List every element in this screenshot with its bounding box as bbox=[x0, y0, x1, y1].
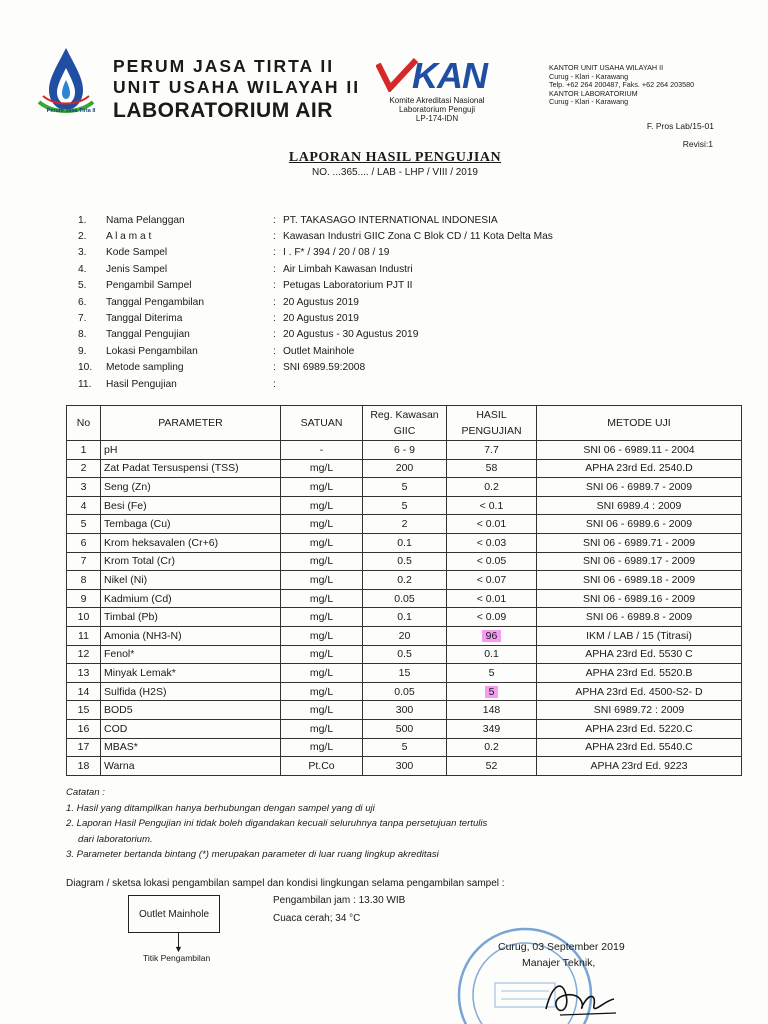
col-parameter: PARAMETER bbox=[101, 406, 281, 441]
info-colon: : bbox=[273, 214, 276, 226]
notes bbox=[66, 785, 487, 863]
info-colon: : bbox=[273, 296, 276, 308]
results-table bbox=[66, 405, 742, 776]
signature-role: Manajer Teknik, bbox=[522, 957, 596, 969]
cell-parameter: Krom Total (Cr) bbox=[101, 552, 281, 571]
cell-no: 10 bbox=[67, 608, 101, 627]
col-regulation bbox=[363, 406, 447, 441]
cell-unit: mg/L bbox=[281, 496, 363, 515]
cell-no: 18 bbox=[67, 757, 101, 776]
cell-unit: mg/L bbox=[281, 571, 363, 590]
info-colon: : bbox=[273, 362, 276, 374]
cell-parameter: pH bbox=[101, 441, 281, 460]
table-row bbox=[67, 496, 742, 515]
table-row bbox=[67, 719, 742, 738]
cell-regulation: 200 bbox=[363, 459, 447, 478]
cell-regulation: 500 bbox=[363, 719, 447, 738]
info-row bbox=[78, 228, 713, 244]
note-item: dari laboratorium. bbox=[78, 833, 153, 845]
cell-no: 7 bbox=[67, 552, 101, 571]
cell-regulation: 0.05 bbox=[363, 682, 447, 701]
revision: Revisi:1 bbox=[682, 139, 713, 149]
sample-info-list bbox=[78, 212, 713, 392]
info-row bbox=[78, 360, 713, 376]
cell-result: < 0.05 bbox=[447, 552, 537, 571]
cell-parameter: Besi (Fe) bbox=[101, 496, 281, 515]
col-satuan: SATUAN bbox=[281, 406, 363, 441]
cell-method: APHA 23rd Ed. 5520.B bbox=[537, 664, 742, 683]
org-line-2: UNIT USAHA WILAYAH II bbox=[113, 77, 361, 97]
cell-result: 7.7 bbox=[447, 441, 537, 460]
info-number: 10. bbox=[78, 362, 93, 374]
info-row bbox=[78, 212, 713, 228]
sampling-point-label: Titik Pengambilan bbox=[143, 953, 211, 963]
cell-no: 13 bbox=[67, 664, 101, 683]
info-value: Petugas Laboratorium PJT II bbox=[283, 280, 413, 292]
info-label: Pengambil Sampel bbox=[106, 280, 192, 292]
cell-method: SNI 6989.4 : 2009 bbox=[537, 496, 742, 515]
info-value: 20 Agustus 2019 bbox=[283, 313, 359, 325]
info-value: Kawasan Industri GIIC Zona C Blok CD / 11 Kota Delta Mas bbox=[283, 231, 553, 243]
note-item: 2. Laporan Hasil Pengujian ini tidak boleh digandakan kecuali seluruhnya tanpa persetujuan tertulis bbox=[66, 818, 488, 829]
info-value: Air Limbah Kawasan Industri bbox=[283, 263, 413, 275]
cell-method: APHA 23rd Ed. 5540.C bbox=[537, 738, 742, 757]
results-body bbox=[67, 441, 742, 776]
table-row bbox=[67, 552, 742, 571]
cell-unit: mg/L bbox=[281, 515, 363, 534]
organization-name bbox=[113, 56, 360, 123]
diagram-title: Diagram / sketsa lokasi pengambilan sampel dan kondisi lingkungan selama pengambilan sampel : bbox=[66, 878, 505, 889]
info-row bbox=[78, 261, 713, 277]
table-row bbox=[67, 515, 742, 534]
kan-sub-line: LP-174-IDN bbox=[415, 114, 459, 123]
cell-unit: mg/L bbox=[281, 608, 363, 627]
info-row bbox=[78, 376, 713, 392]
info-row bbox=[78, 278, 713, 294]
cell-no: 17 bbox=[67, 738, 101, 757]
table-row bbox=[67, 645, 742, 664]
cell-unit: mg/L bbox=[281, 664, 363, 683]
cell-method: APHA 23rd Ed. 5530 C bbox=[537, 645, 742, 664]
info-colon: : bbox=[273, 378, 276, 390]
cell-method: SNI 06 - 6989.7 - 2009 bbox=[537, 478, 742, 497]
table-row bbox=[67, 589, 742, 608]
cell-result: < 0.1 bbox=[447, 496, 537, 515]
cell-unit: mg/L bbox=[281, 478, 363, 497]
cell-method: APHA 23rd Ed. 9223 bbox=[537, 757, 742, 776]
cell-regulation: 0.5 bbox=[363, 645, 447, 664]
cell-regulation: 0.2 bbox=[363, 571, 447, 590]
cell-result: 0.1 bbox=[447, 645, 537, 664]
table-row bbox=[67, 664, 742, 683]
org-line-3: LABORATORIUM AIR bbox=[113, 99, 333, 122]
info-label: Tanggal Diterima bbox=[106, 313, 183, 325]
cell-no: 8 bbox=[67, 571, 101, 590]
cell-method: APHA 23rd Ed. 5220.C bbox=[537, 719, 742, 738]
cell-no: 5 bbox=[67, 515, 101, 534]
info-colon: : bbox=[273, 280, 276, 292]
sampling-time: Pengambilan jam : 13.30 WIB bbox=[273, 895, 406, 906]
cell-no: 1 bbox=[67, 441, 101, 460]
info-number: 9. bbox=[78, 345, 87, 357]
cell-result: 58 bbox=[447, 459, 537, 478]
table-row bbox=[67, 608, 742, 627]
cell-method: SNI 06 - 6989.16 - 2009 bbox=[537, 589, 742, 608]
cell-result: < 0.07 bbox=[447, 571, 537, 590]
weather: Cuaca cerah; 34 °C bbox=[273, 913, 361, 924]
report-number: NO. ...365.... / LAB - LHP / VIII / 2019 bbox=[311, 167, 478, 178]
note-item: 1. Hasil yang ditampilkan hanya berhubungan dengan sampel yang di uji bbox=[66, 802, 375, 814]
office-line: KANTOR UNIT USAHA WILAYAH II bbox=[549, 63, 664, 72]
info-value: 20 Agustus - 30 Agustus 2019 bbox=[283, 329, 419, 341]
cell-parameter: MBAS* bbox=[101, 738, 281, 757]
cell-regulation: 5 bbox=[363, 478, 447, 497]
info-value: PT. TAKASAGO INTERNATIONAL INDONESIA bbox=[283, 214, 498, 226]
info-colon: : bbox=[273, 313, 276, 325]
cell-parameter: Tembaga (Cu) bbox=[101, 515, 281, 534]
info-label: Nama Pelanggan bbox=[106, 214, 185, 226]
info-row bbox=[78, 310, 713, 326]
cell-unit: mg/L bbox=[281, 701, 363, 720]
cell-regulation: 15 bbox=[363, 664, 447, 683]
cell-method: SNI 06 - 6989.6 - 2009 bbox=[537, 515, 742, 534]
info-row bbox=[78, 245, 713, 261]
cell-no: 3 bbox=[67, 478, 101, 497]
cell-unit: mg/L bbox=[281, 719, 363, 738]
info-colon: : bbox=[273, 247, 276, 259]
info-number: 4. bbox=[78, 263, 87, 275]
info-row bbox=[78, 343, 713, 359]
cell-no: 11 bbox=[67, 626, 101, 645]
kan-sub-line: Komite Akreditasi Nasional bbox=[389, 96, 485, 105]
info-number: 6. bbox=[78, 296, 87, 308]
cell-no: 6 bbox=[67, 533, 101, 552]
table-row bbox=[67, 571, 742, 590]
cell-result: < 0.03 bbox=[447, 533, 537, 552]
cell-regulation: 0.1 bbox=[363, 533, 447, 552]
cell-regulation: 300 bbox=[363, 757, 447, 776]
cell-parameter: Minyak Lemak* bbox=[101, 664, 281, 683]
cell-method: SNI 06 - 6989.71 - 2009 bbox=[537, 533, 742, 552]
info-number: 8. bbox=[78, 329, 87, 341]
col-regulation-l1: Reg. Kawasan bbox=[370, 409, 439, 421]
cell-parameter: BOD5 bbox=[101, 701, 281, 720]
table-row bbox=[67, 459, 742, 478]
cell-method: APHA 23rd Ed. 2540.D bbox=[537, 459, 742, 478]
cell-unit: mg/L bbox=[281, 738, 363, 757]
sampling-conditions bbox=[273, 892, 405, 928]
cell-result: < 0.01 bbox=[447, 515, 537, 534]
table-row bbox=[67, 682, 742, 701]
org-line-1: PERUM JASA TIRTA II bbox=[113, 56, 335, 76]
info-value: 20 Agustus 2019 bbox=[283, 296, 359, 308]
cell-method: APHA 23rd Ed. 4500-S2- D bbox=[537, 682, 742, 701]
cell-unit: mg/L bbox=[281, 552, 363, 571]
cell-regulation: 0.5 bbox=[363, 552, 447, 571]
info-value: I . F* / 394 / 20 / 08 / 19 bbox=[283, 247, 390, 259]
cell-parameter: COD bbox=[101, 719, 281, 738]
office-line: Telp. +62 264 200487, Faks. +62 264 203580 bbox=[549, 80, 695, 90]
table-row bbox=[67, 626, 742, 645]
cell-result: 349 bbox=[447, 719, 537, 738]
form-code: F. Pros Lab/15-01 bbox=[646, 121, 714, 131]
kan-subtitle bbox=[372, 96, 502, 123]
table-row bbox=[67, 738, 742, 757]
cell-regulation: 2 bbox=[363, 515, 447, 534]
cell-regulation: 20 bbox=[363, 626, 447, 645]
signature-icon bbox=[540, 965, 620, 1020]
signature-date: Curug, 03 September 2019 bbox=[498, 941, 625, 953]
cell-no: 16 bbox=[67, 719, 101, 738]
cell-parameter: Fenol* bbox=[101, 645, 281, 664]
report-title: LAPORAN HASIL PENGUJIAN bbox=[288, 150, 502, 165]
cell-parameter: Seng (Zn) bbox=[101, 478, 281, 497]
cell-regulation: 0.05 bbox=[363, 589, 447, 608]
cell-no: 4 bbox=[67, 496, 101, 515]
info-value: SNI 6989.59:2008 bbox=[283, 362, 366, 374]
cell-unit: mg/L bbox=[281, 645, 363, 664]
info-label: Metode sampling bbox=[106, 362, 184, 374]
cell-result: 0.2 bbox=[447, 738, 537, 757]
info-label: Hasil Pengujian bbox=[106, 378, 177, 390]
cell-parameter: Kadmium (Cd) bbox=[101, 589, 281, 608]
col-no: No bbox=[67, 406, 101, 441]
info-number: 11. bbox=[78, 378, 92, 390]
col-result-l1: HASIL bbox=[476, 409, 507, 421]
info-number: 1. bbox=[78, 214, 87, 226]
col-method: METODE UJI bbox=[537, 406, 742, 441]
col-result-l2: PENGUJIAN bbox=[461, 425, 522, 437]
cell-method: SNI 06 - 6989.11 - 2004 bbox=[537, 441, 742, 460]
info-label: Lokasi Pengambilan bbox=[106, 345, 198, 357]
col-result bbox=[447, 406, 537, 441]
cell-unit: mg/L bbox=[281, 533, 363, 552]
logo-caption: Perum Jasa Tirta II bbox=[46, 108, 96, 114]
info-number: 3. bbox=[78, 247, 87, 259]
cell-method: IKM / LAB / 15 (Titrasi) bbox=[537, 626, 742, 645]
cell-method: SNI 06 - 6989.17 - 2009 bbox=[537, 552, 742, 571]
table-row bbox=[67, 441, 742, 460]
cell-regulation: 0.1 bbox=[363, 608, 447, 627]
cell-unit: mg/L bbox=[281, 459, 363, 478]
cell-result bbox=[447, 626, 537, 645]
arrow-down-icon: ▼ bbox=[174, 944, 183, 954]
table-header-row bbox=[67, 406, 742, 441]
office-address bbox=[549, 64, 694, 107]
cell-regulation: 5 bbox=[363, 496, 447, 515]
cell-method: SNI 6989.72 : 2009 bbox=[537, 701, 742, 720]
cell-unit: - bbox=[281, 441, 363, 460]
outlet-box: Outlet Mainhole bbox=[128, 895, 220, 933]
info-row bbox=[78, 294, 713, 310]
kan-logo: KAN bbox=[412, 55, 487, 96]
info-label: Kode Sampel bbox=[106, 247, 168, 259]
cell-no: 9 bbox=[67, 589, 101, 608]
highlighted-result: 5 bbox=[485, 686, 499, 698]
table-row bbox=[67, 757, 742, 776]
office-line: Curug - Klari - Karawang bbox=[549, 71, 629, 81]
info-label: Tanggal Pengambilan bbox=[106, 296, 204, 308]
cell-no: 15 bbox=[67, 701, 101, 720]
cell-regulation: 300 bbox=[363, 701, 447, 720]
cell-parameter: Warna bbox=[101, 757, 281, 776]
cell-parameter: Timbal (Pb) bbox=[101, 608, 281, 627]
cell-parameter: Sulfida (H2S) bbox=[101, 682, 281, 701]
cell-unit: mg/L bbox=[281, 626, 363, 645]
cell-parameter: Zat Padat Tersuspensi (TSS) bbox=[101, 459, 281, 478]
cell-method: SNI 06 - 6989.8 - 2009 bbox=[537, 608, 742, 627]
table-row bbox=[67, 701, 742, 720]
cell-result: 52 bbox=[447, 757, 537, 776]
cell-result: 148 bbox=[447, 701, 537, 720]
office-line: KANTOR LABORATORIUM bbox=[549, 88, 638, 98]
info-number: 7. bbox=[78, 313, 87, 325]
cell-result: 0.2 bbox=[447, 478, 537, 497]
info-colon: : bbox=[273, 231, 276, 243]
kan-sub-line: Laboratorium Penguji bbox=[398, 105, 476, 114]
info-row bbox=[78, 327, 713, 343]
notes-title: Catatan : bbox=[66, 787, 105, 798]
cell-unit: mg/L bbox=[281, 589, 363, 608]
cell-result bbox=[447, 682, 537, 701]
cell-no: 14 bbox=[67, 682, 101, 701]
office-line: Curug - Klari - Karawang bbox=[549, 97, 629, 107]
info-label: A l a m a t bbox=[106, 231, 152, 243]
table-row bbox=[67, 533, 742, 552]
cell-unit: Pt.Co bbox=[281, 757, 363, 776]
cell-parameter: Nikel (Ni) bbox=[101, 571, 281, 590]
info-number: 2. bbox=[78, 231, 87, 243]
info-colon: : bbox=[273, 263, 276, 275]
info-number: 5. bbox=[78, 280, 87, 292]
info-colon: : bbox=[273, 329, 276, 341]
cell-result: < 0.09 bbox=[447, 608, 537, 627]
info-label: Jenis Sampel bbox=[106, 263, 168, 275]
cell-result: < 0.01 bbox=[447, 589, 537, 608]
cell-result: 5 bbox=[447, 664, 537, 683]
cell-unit: mg/L bbox=[281, 682, 363, 701]
info-value: Outlet Mainhole bbox=[283, 345, 355, 357]
cell-parameter: Amonia (NH3-N) bbox=[101, 626, 281, 645]
info-colon: : bbox=[273, 345, 276, 357]
cell-parameter: Krom heksavalen (Cr+6) bbox=[101, 533, 281, 552]
cell-no: 2 bbox=[67, 459, 101, 478]
table-row bbox=[67, 478, 742, 497]
cell-regulation: 6 - 9 bbox=[363, 441, 447, 460]
info-label: Tanggal Pengujian bbox=[106, 329, 190, 341]
cell-method: SNI 06 - 6989.18 - 2009 bbox=[537, 571, 742, 590]
highlighted-result: 96 bbox=[482, 630, 502, 642]
col-regulation-l2: GIIC bbox=[393, 425, 416, 437]
note-item: 3. Parameter bertanda bintang (*) merupakan parameter di luar ruang lingkup akreditasi bbox=[66, 849, 439, 860]
cell-no: 12 bbox=[67, 645, 101, 664]
cell-regulation: 5 bbox=[363, 738, 447, 757]
